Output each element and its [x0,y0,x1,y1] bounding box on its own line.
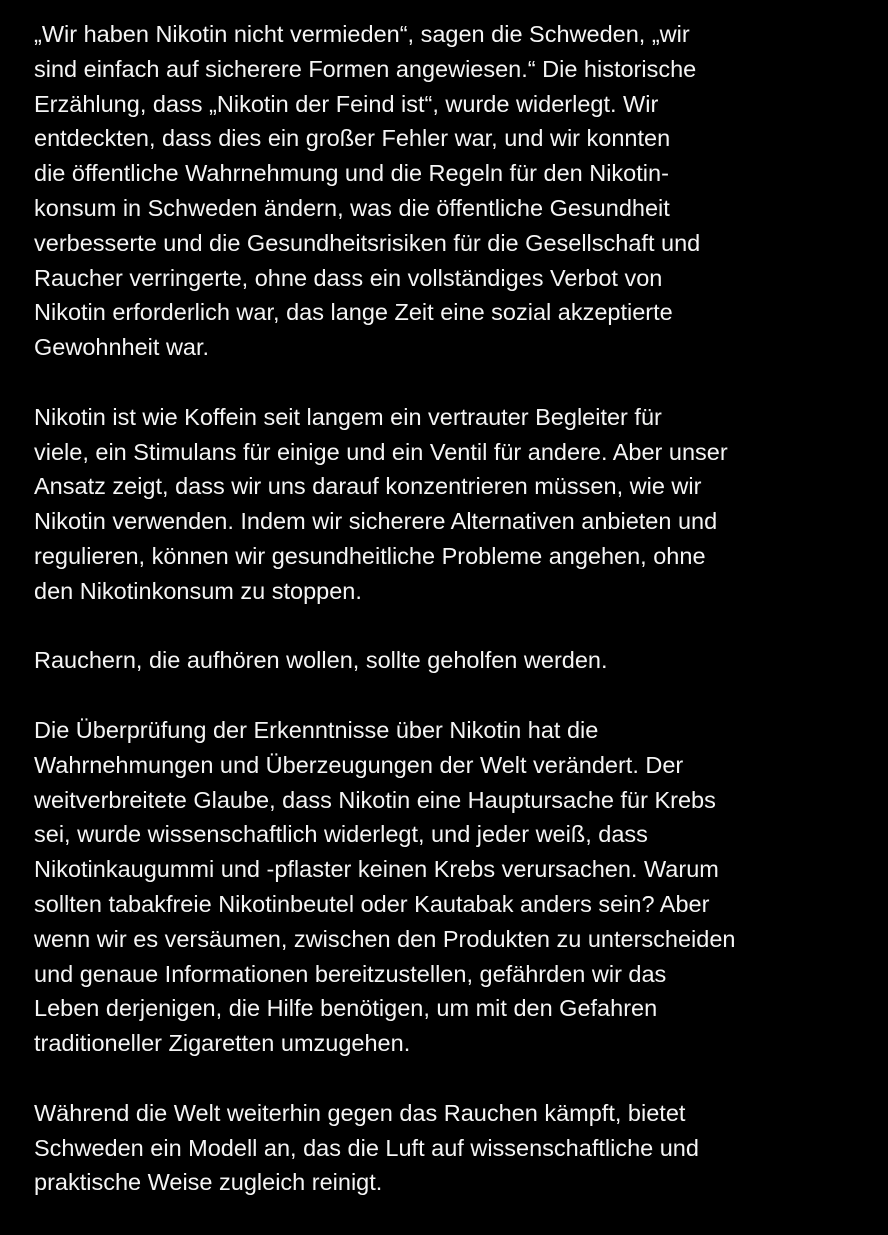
text-line: Wahrnehmungen und Überzeugungen der Welt verändert. Der [34,751,684,778]
text-line: Nikotinkaugummi und -pflaster keinen Krebs verursachen. Warum [34,856,719,883]
text-line: Nikotin erforderlich war, das lange Zeit eine sozial akzeptierte [34,299,673,326]
text-line: Ansatz zeigt, dass wir uns darauf konzentrieren müssen, wie wir [34,473,702,500]
paragraph-3 [34,643,874,678]
text-line: den Nikotinkonsum zu stoppen. [34,577,362,604]
text-line: und genaue Informationen bereitzustellen, gefährden wir das [34,960,667,987]
text-line: konsum in Schweden ändern, was die öffentliche Gesundheit [34,194,670,221]
text-line: sind einfach auf sicherere Formen angewiesen.“ Die historische [34,55,697,82]
text-line: regulieren, können wir gesundheitliche Probleme angehen, ohne [34,542,706,569]
text-line: sollten tabakfreie Nikotinbeutel oder Kautabak anders sein? Aber [34,890,710,917]
paragraph-4 [34,713,874,1061]
text-line: Rauchern, die aufhören wollen, sollte geholfen werden. [34,647,608,674]
text-line: sei, wurde wissenschaftlich widerlegt, und jeder weiß, dass [34,821,648,848]
text-line: verbesserte und die Gesundheitsrisiken für die Gesellschaft und [34,229,701,256]
text-line: Erzählung, dass „Nikotin der Feind ist“, wurde widerlegt. Wir [34,90,659,117]
text-line: Nikotin ist wie Koffein seit langem ein vertrauter Begleiter für [34,403,662,430]
text-line: praktische Weise zugleich reinigt. [34,1169,383,1196]
text-line: weitverbreitete Glaube, dass Nikotin eine Hauptursache für Krebs [34,786,716,813]
paragraph-1 [34,17,874,365]
text-line: viele, ein Stimulans für einige und ein Ventil für andere. Aber unser [34,438,728,465]
text-line: die öffentliche Wahrnehmung und die Regeln für den Nikotin- [34,160,669,187]
text-line: entdeckten, dass dies ein großer Fehler war, und wir konnten [34,125,671,152]
text-line: wenn wir es versäumen, zwischen den Produkten zu unterscheiden [34,925,736,952]
text-line: Raucher verringerte, ohne dass ein vollständiges Verbot von [34,264,663,291]
text-line: „Wir haben Nikotin nicht vermieden“, sagen die Schweden, „wir [34,21,690,47]
text-line: Während die Welt weiterhin gegen das Rauchen kämpft, bietet [34,1099,686,1126]
text-line: Gewohnheit war. [34,334,210,361]
text-line: Nikotin verwenden. Indem wir sicherere Alternativen anbieten und [34,508,718,535]
article-text [34,17,874,1235]
text-line: Leben derjenigen, die Hilfe benötigen, um mit den Gefahren [34,995,658,1022]
text-line: Die Überprüfung der Erkenntnisse über Nikotin hat die [34,716,599,743]
text-line: Schweden ein Modell an, das die Luft auf wissenschaftliche und [34,1134,699,1161]
paragraph-2 [34,400,874,609]
text-line: traditioneller Zigaretten umzugehen. [34,1030,411,1057]
paragraph-5 [34,1096,874,1200]
